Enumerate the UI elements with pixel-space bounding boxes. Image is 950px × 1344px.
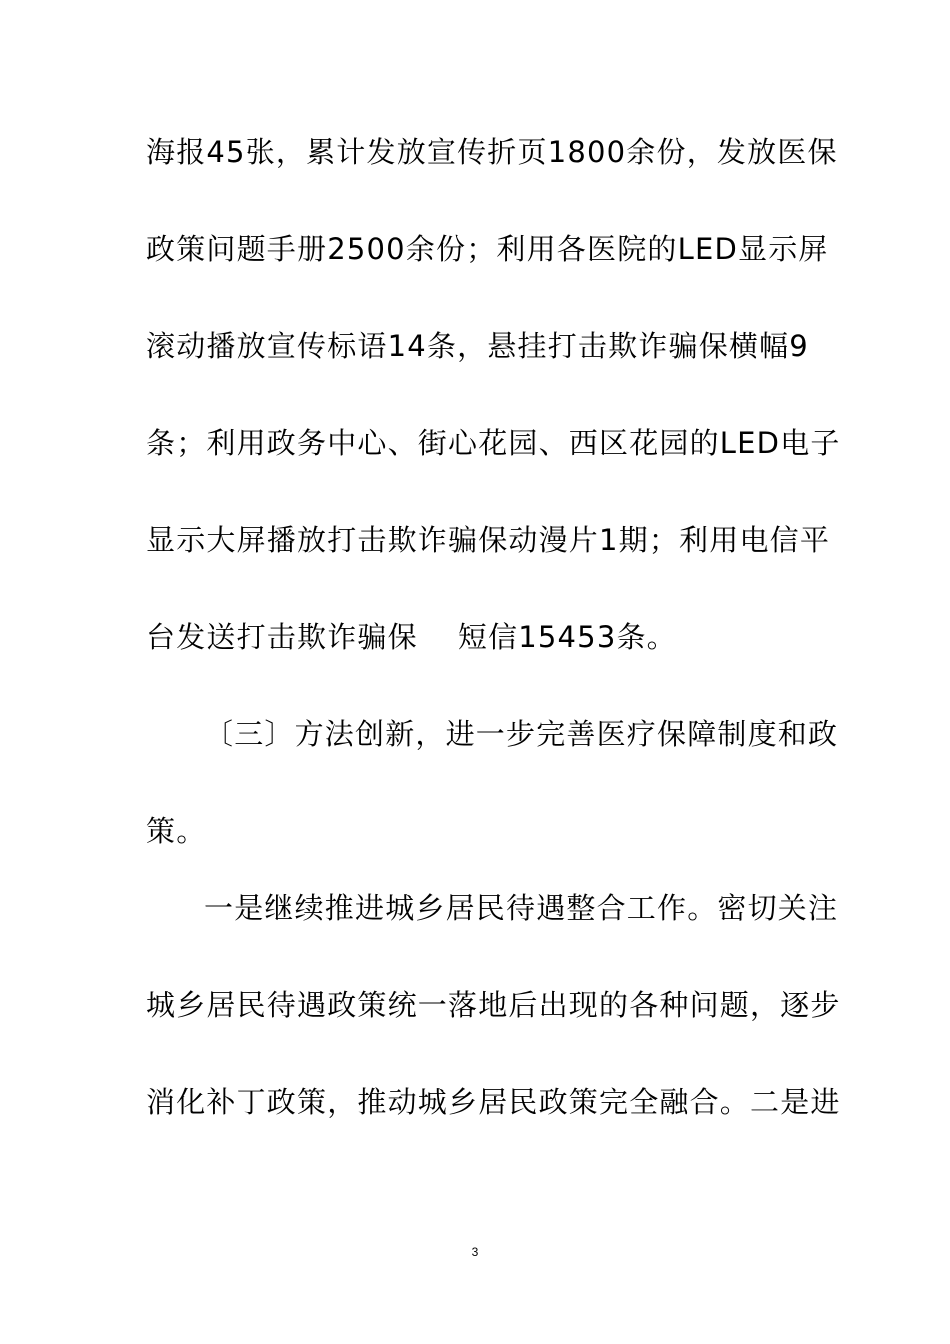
text-line-10: 城乡居民待遇政策统一落地后出现的各种问题，逐步 [146,988,841,1022]
text-line-6 [146,617,806,657]
page-number: 3 [471,1245,479,1259]
paragraph-start: 一是继续推进城乡居民待遇整合工作。密切关注 [204,891,839,925]
text-line-6-part-1: 台发送打击欺诈骗保 [146,620,418,654]
text-line-4: 条；利用政务中心、街心花园、西区花园的LED电子 [146,426,841,460]
section-heading: 〔三〕方法创新，进一步完善医疗保障制度和政 [204,717,839,751]
text-line-1: 海报45张，累计发放宣传折页1800余份，发放医保 [146,135,838,169]
section-heading-continued: 策。 [146,814,207,848]
text-line-3: 滚动播放宣传标语14条，悬挂打击欺诈骗保横幅9 [146,329,809,363]
text-line-2: 政策问题手册2500余份；利用各医院的LED显示屏 [146,232,829,266]
text-line-11: 消化补丁政策，推动城乡居民政策完全融合。二是进 [146,1085,841,1119]
text-line-5: 显示大屏播放打击欺诈骗保动漫片1期；利用电信平 [146,523,831,557]
text-line-6-part-2: 短信15453条。 [457,620,677,654]
